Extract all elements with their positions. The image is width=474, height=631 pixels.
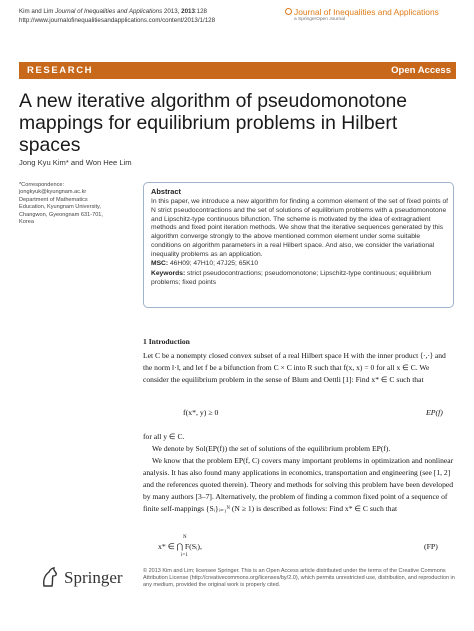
correspondence-line: Department of Mathematics xyxy=(19,196,88,203)
keywords-line xyxy=(151,270,449,288)
citation-authors: Kim and Lim xyxy=(19,8,56,15)
intro-paragraph: We know that the problem EP(f, C) covers many important problems in optimization and nonlinear analysis. It has also found many applications in economics, transportation and engineering (see [1, 2] and the references quoted therein). Theory and methods for solving this problem have been developed by many authors [3–7]. Alternatively, the problem of finding a common fixed point of a sequence of finite self-mappings {Sᵢ}ᵢ₌₁ᴺ (N ≥ 1) is described as follows: Find x* ∈ C such that xyxy=(143,456,454,513)
correspondence-line: *Correspondence: xyxy=(19,182,65,188)
equation-tag: (FP) xyxy=(424,542,438,551)
equation-tag: EP(f) xyxy=(426,408,443,417)
correspondence-email[interactable]: jongkyuk@kyungnam.ac.kr xyxy=(19,189,87,196)
citation-header xyxy=(19,8,215,25)
article-url[interactable]: http://www.journalofinequalitiesandapplications.com/content/2013/1/128 xyxy=(19,16,216,24)
abstract-heading: Abstract xyxy=(151,187,181,196)
msc-line xyxy=(151,260,449,269)
equation-upper-limit: N xyxy=(183,535,187,540)
intro-paragraph: Let C be a nonempty closed convex subset of a real Hilbert space H with the inner product ⟨·,·⟩ and the norm ‖·‖, and let f be a bifunction from C × C into R such that f(x, x) = 0 for all x ∈ C. We consider the equilibrium problem in the sense of Blum and Oettli [1]: Find x* ∈ C such that xyxy=(143,351,446,384)
msc-value: 46H09; 47H10; 47J25; 65K10 xyxy=(168,259,259,267)
journal-name: Journal of Inequalities and Applications xyxy=(294,7,439,17)
article-type-label: RESEARCH xyxy=(27,65,94,76)
citation-year: 2013, xyxy=(162,8,182,15)
equation-ep: f(x*, y) ≥ 0 xyxy=(183,408,219,417)
msc-label: MSC: xyxy=(151,259,169,267)
journal-logo-icon xyxy=(285,8,292,15)
keywords-value: strict pseudocontractions; pseudomonotone; Lipschitz-type continuous; equilibrium problems; fixed points xyxy=(151,270,432,287)
equation-lower-limit: i=1 xyxy=(181,553,188,558)
citation-journal: Journal of Inequalities and Applications xyxy=(55,8,163,15)
section-heading: 1 Introduction xyxy=(143,337,190,346)
citation-line xyxy=(19,8,215,17)
springer-horse-icon xyxy=(40,566,60,588)
license-text: © 2013 Kim and Lim; licensee Springer. This is an Open Access article distributed under the terms of the Creative Commons Attribution License (http://creativecommons.org/licenses/by/2.0), which permits unrestricted use, distribution, and reproduction in any medium, provided the original work is properly cited. xyxy=(143,568,455,589)
keywords-label: Keywords: xyxy=(151,270,186,278)
equation-fp: x* ∈ ⋂ F(Sᵢ), xyxy=(158,542,202,551)
correspondence-line: Changwon, Gyeongnam 631-701, xyxy=(19,211,103,218)
citation-article: :128 xyxy=(194,8,207,15)
correspondence-line: Education, Kyungnam University, xyxy=(19,204,101,211)
abstract-text: In this paper, we introduce a new algorithm for finding a common element of the set of fixed points of N strict pseudocontractions and the set of solutions of equilibrium problems with a pseudomonotone and Lipschitz-type continuous bifunction. The scheme is motivated by the idea of extragradient methods and fixed point iteration methods. We show that the iterative sequences generated by this algorithm converge strongly to the above mentioned common element under some suitable conditions on algorithm parameters in a real Hilbert space. And also, we consider the variational inequality problems as an application. xyxy=(151,198,449,258)
paper-title: A new iterative algorithm of pseudomonotone mappings for equilibrium problems in Hilbert spaces xyxy=(19,90,408,156)
open-access-label: Open Access xyxy=(391,65,451,76)
intro-paragraph: for all y ∈ C. xyxy=(143,432,185,441)
correspondence-block xyxy=(19,182,129,226)
paper-authors: Jong Kyu Kim* and Won Hee Lim xyxy=(19,158,132,167)
correspondence-line: Korea xyxy=(19,219,34,226)
intro-paragraph: We denote by Sol(EP(f)) the set of solutions of the equilibrium problem EP(f). xyxy=(152,444,391,453)
abstract-body xyxy=(151,198,449,288)
citation-volume: 2013 xyxy=(181,8,195,15)
springer-logo: Springer xyxy=(64,568,123,587)
journal-subtitle: a SpringerOpen Journal xyxy=(294,17,345,22)
